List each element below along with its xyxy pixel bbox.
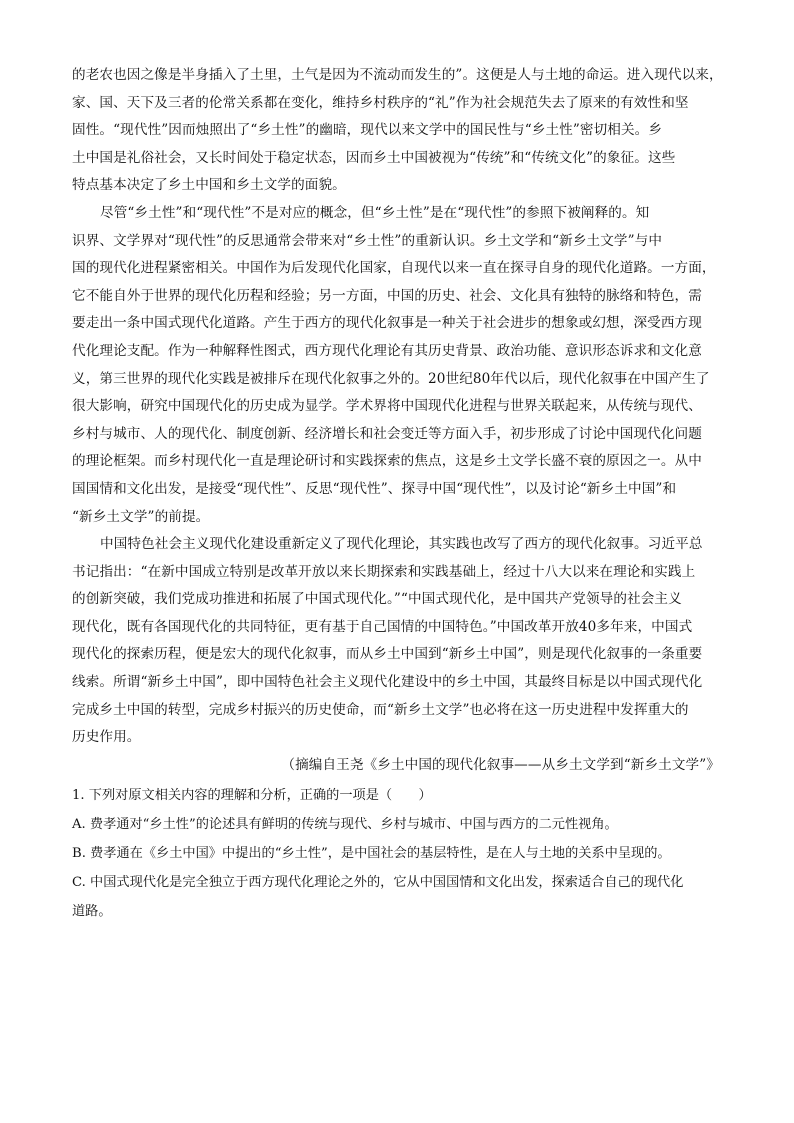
option-b: B. 费孝通在《乡土中国》中提出的“乡土性”，是中国社会的基层特性，是在人与土地的关系中呈现的。 <box>72 846 671 862</box>
text-line: 固性。“现代性”因而烛照出了“乡土性”的幽暗，现代以来文学中的国民性与“乡土性”密切相关。乡 <box>72 122 663 139</box>
text-line: 国的现代化进程紧密相关。中国作为后发现代化国家，自现代以来一直在探寻自身的现代化道路。一方面， <box>72 260 716 277</box>
text-line: 义，第三世界的现代化实践是被排斥在现代化叙事之外的。20世纪80年代以后，现代化叙事在中国产生了 <box>72 370 710 387</box>
question-stem: 1. 下列对原文相关内容的理解和分析，正确的一项是（ ） <box>72 788 432 804</box>
source-citation: （摘编自王尧《乡土中国的现代化叙事——从乡土文学到“新乡土文学”》 <box>281 756 720 773</box>
text-line: 历史作用。 <box>72 729 141 746</box>
text-line: 国国情和文化出发，是接受“现代性”、反思“现代性”、探寻中国“现代性”，以及讨论“新乡土中国”和 <box>72 480 677 497</box>
text-line: 乡村与城市、人的现代化、制度创新、经济增长和社会变迁等方面入手，初步形成了讨论中国现代化问题 <box>72 425 702 442</box>
text-line: 线索。所谓“新乡土中国”，即中国特色社会主义现代化建设中的乡土中国，其最终目标是以中国式现代化 <box>72 674 703 691</box>
text-line: 完成乡土中国的转型，完成乡村振兴的历史使命，而“新乡土文学”也必将在这一历史进程中发挥重大的 <box>72 701 689 718</box>
text-line: 土中国是礼俗社会，又长时间处于稳定状态，因而乡土中国被视为“传统”和“传统文化”的象征。这些 <box>72 149 676 166</box>
text-line: 书记指出：“在新中国成立特别是改革开放以来长期探索和实践基础上，经过十八大以来在理论和实践上 <box>72 563 696 580</box>
question-1 <box>72 781 724 926</box>
document-page <box>72 62 724 926</box>
text-line: 的创新突破，我们党成功推进和拓展了中国式现代化。”“中国式现代化，是中国共产党领导的社会主义 <box>72 591 682 608</box>
text-line: “新乡土文学”的前提。 <box>72 508 210 525</box>
option-c: C. 中国式现代化是完全独立于西方现代化理论之外的，它从中国国情和文化出发，探索适合自己的现代化 <box>72 875 684 891</box>
text-line: 尽管“乡土性”和“现代性”不是对应的概念，但“乡土性”是在“现代性”的参照下被阐释的。知 <box>100 204 650 221</box>
paragraph-3 <box>72 531 724 752</box>
text-line: 要走出一条中国式现代化道路。产生于西方的现代化叙事是一种关于社会进步的想象或幻想，深受西方现 <box>72 315 702 332</box>
text-line: 的老农也因之像是半身插入了土里，土气是因为不流动而发生的”。这便是人与土地的命运。进入现代以来， <box>72 67 723 83</box>
text-line: 的理论框架。而乡村现代化一直是理论研讨和实践探索的焦点，这是乡土文学长盛不衰的原因之一。从中 <box>72 453 702 470</box>
text-line: 很大影响，研究中国现代化的历史成为显学。学术界将中国现代化进程与世界关联起来，从传统与现代、 <box>72 398 702 415</box>
option-c-continuation: 道路。 <box>72 904 112 920</box>
text-line: 现代化的探索历程，便是宏大的现代化叙事，而从乡土中国到“新乡土中国”，则是现代化叙事的一条重要 <box>72 646 703 663</box>
text-line: 现代化，既有各国现代化的共同特征，更有基于自己国情的中国特色。”中国改革开放40多年来，中国式 <box>72 618 693 635</box>
text-line: 代化理论支配。作为一种解释性图式，西方现代化理论有其历史背景、政治功能、意识形态诉求和文化意 <box>72 342 702 359</box>
text-line: 家、国、天下及三者的伦常关系都在变化，维持乡村秩序的“礼”作为社会规范失去了原来的有效性和坚 <box>72 94 689 111</box>
paragraph-2 <box>72 200 724 531</box>
text-line: 特点基本决定了乡土中国和乡土文学的面貌。 <box>72 177 346 194</box>
text-line: 中国特色社会主义现代化建设重新定义了现代化理论，其实践也改写了西方的现代化叙事。习近平总 <box>100 536 703 553</box>
option-a: A. 费孝通对“乡土性”的论述具有鲜明的传统与现代、乡村与城市、中国与西方的二元性视角。 <box>72 817 618 833</box>
paragraph-1 <box>72 62 724 200</box>
text-line: 识界、文学界对“现代性”的反思通常会带来对“乡土性”的重新认识。乡土文学和“新乡土文学”与中 <box>72 232 663 249</box>
text-line: 它不能自外于世界的现代化历程和经验；另一方面，中国的历史、社会、文化具有独特的脉络和特色，需 <box>72 287 702 304</box>
